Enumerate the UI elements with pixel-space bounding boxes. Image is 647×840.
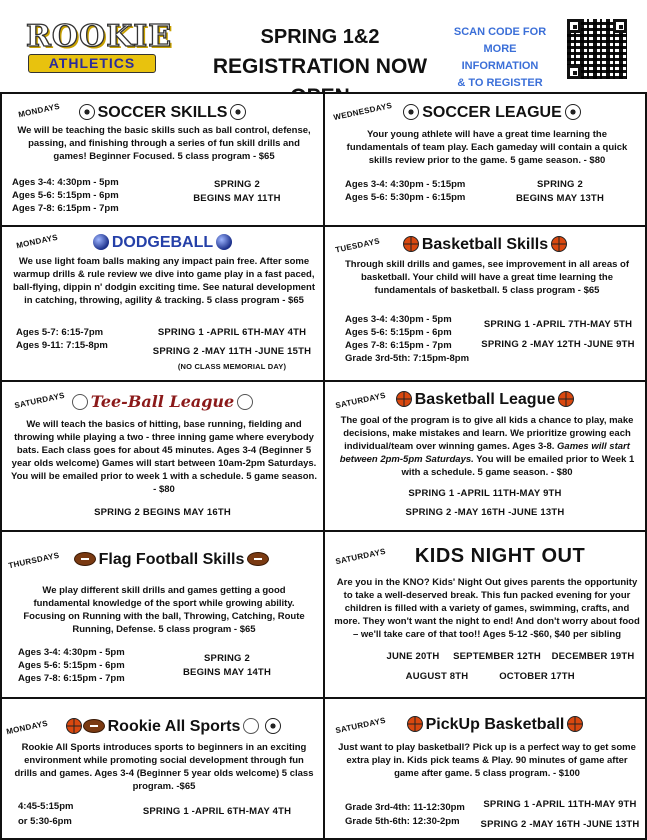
soccer-ball-icon [565, 104, 581, 120]
scan-instructions [444, 24, 556, 92]
day-label: MONDAYS [17, 101, 61, 120]
title-line-2: REGISTRATION NOW [212, 55, 428, 78]
dodgeball-icon [216, 234, 232, 250]
day-label: TUESDAYS [334, 236, 381, 255]
logo-subtitle: ATHLETICS [28, 54, 156, 73]
basketball-icon [66, 718, 82, 734]
schedule [167, 652, 287, 680]
card-description: Just want to play basketball? Pick up is a perfect way to get some extra play in. Kids pick teams & Play. 90 minutes of game after game after game. 5 class program. - $100 [338, 742, 636, 779]
schedule [2, 506, 323, 520]
card-soccer-skills [0, 92, 325, 227]
day-label: SATURDAYS [334, 715, 387, 736]
age-time-line: Grade 3rd-5th: 7:15pm-8pm [345, 353, 470, 364]
card-title: SOCCER LEAGUE [325, 103, 645, 123]
age-time-line: Ages 7-8: 6:15pm - 7pm [12, 203, 119, 214]
card-dodgeball [0, 225, 325, 382]
age-time-line: Ages 5-6: 5:15pm - 6pm [18, 660, 125, 671]
scan-line-2: MORE INFORMATION [461, 43, 539, 72]
card-rookie-all-sports [0, 697, 325, 840]
qr-finder-icon [567, 65, 581, 79]
card-description: Are you in the KNO? Kids' Night Out gives parents the opportunity to take a well-deserved break. This fun packed evening for your children is filled with a variety of games, swimming, crafts, and more. They won't want the night to end! And don't worry about food – we'll take care of that too!! Ages 5-12 -$60, $40 per sibling [334, 577, 640, 640]
event-date: AUGUST 8TH [405, 671, 469, 682]
card-title: Basketball Skills [325, 235, 645, 255]
card-description: We will be teaching the basic skills such as ball control, defense, passing, and finishing through a series of fun skill drills and games! Beginner Focused. 5 class program - $65 [17, 125, 311, 162]
schedule-line: SPRING 1 -APRIL 7TH-MAY 5TH [483, 319, 633, 330]
header [0, 0, 647, 92]
schedule-line: SPRING 2 -MAY 12TH -JUNE 9TH [481, 339, 635, 350]
baseball-icon [72, 394, 88, 410]
card-pickup-basketball [323, 697, 647, 840]
age-time-line: Ages 5-7: 6:15-7pm [16, 327, 104, 338]
rookie-athletics-logo [26, 19, 173, 72]
schedule-line: SPRING 1 -APRIL 6TH-MAY 4TH [142, 806, 292, 817]
event-date: OCTOBER 17TH [499, 671, 575, 682]
card-description: We will teach the basics of hitting, base running, fielding and throwing while playing a two - three inning game where everybody bats. Each class goes for about 45 minutes. Ages 3-4 (Beginner 5 year olds welcome) Games will start between 10am-2pm Saturdays. You will be emailed prior to week 1 with a schedule. 5 game season. - $80 [10, 419, 318, 495]
day-label: SATURDAYS [334, 546, 387, 567]
event-date: SEPTEMBER 12TH [453, 651, 541, 662]
card-title: PickUp Basketball [325, 715, 645, 735]
schedule-line: SPRING 2 [214, 179, 260, 190]
age-times [12, 176, 119, 215]
schedule [475, 795, 645, 835]
soccer-ball-icon [403, 104, 419, 120]
schedule-line: SPRING 2 [537, 179, 583, 190]
basketball-icon [558, 391, 574, 407]
age-times [345, 801, 465, 829]
logo-wordmark: ROOKIE [26, 19, 173, 54]
baseball-icon [237, 394, 253, 410]
age-time-line: Grade 5th-6th: 12:30-2pm [345, 816, 460, 827]
event-date: JUNE 20TH [386, 651, 440, 662]
scan-line-1: SCAN CODE FOR [453, 26, 547, 38]
schedule [325, 484, 645, 522]
schedule [500, 178, 620, 206]
card-title: Tee-Ball League [2, 392, 323, 412]
football-icon [74, 552, 96, 566]
age-times [345, 313, 469, 365]
age-time-line: Ages 5-6: 5:15pm - 6pm [345, 327, 452, 338]
qr-code[interactable] [567, 19, 627, 79]
basketball-icon [567, 716, 583, 732]
card-title: KIDS NIGHT OUT [414, 545, 586, 567]
age-times [345, 178, 465, 204]
program-grid [0, 92, 647, 840]
age-time-line: Ages 5-6: 5:30pm - 6:15pm [345, 192, 466, 203]
schedule-line: BEGINS MAY 13TH [516, 193, 604, 204]
day-label: SATURDAYS [13, 390, 66, 411]
schedule-line: BEGINS MAY 11TH [193, 193, 281, 204]
age-time-line: Grade 3rd-4th: 11-12:30pm [345, 802, 465, 813]
card-basketball-league [323, 380, 647, 532]
card-teeball-league [0, 380, 325, 532]
age-time-line: Ages 9-11: 7:15-8pm [16, 340, 108, 351]
age-time-line: Ages 5-6: 5:15pm - 6pm [12, 190, 119, 201]
card-description: We play different skill drills and games getting a good fundamental knowledge of the sport while growing ability. Focusing on Running with the ball, Throwing, Catching, Route Running, Defense. 5 class program - $65 [23, 585, 305, 635]
day-label: MONDAYS [5, 718, 49, 737]
schedule-line: BEGINS MAY 14TH [183, 667, 271, 678]
age-time-line: 4:45-5:15pm [18, 801, 74, 812]
schedule [147, 323, 317, 373]
basketball-icon [396, 391, 412, 407]
football-icon [247, 552, 269, 566]
soccer-ball-icon [230, 104, 246, 120]
day-label: THURSDAYS [7, 550, 61, 571]
card-description: We use light foam balls making any impact pain free. After some warmup drills & rule review we dive into game play in a fast paced, ball-flying, dippin n' dodgin exciting time. See natural development in catching, throwing, agility & tracking. 5 class program - $65 [12, 256, 316, 306]
schedule-line: SPRING 1 -APRIL 6TH-MAY 4TH [157, 327, 307, 338]
day-label: WEDNESDAYS [332, 100, 393, 123]
age-times [18, 799, 73, 829]
schedule [132, 805, 302, 819]
card-description: Through skill drills and games, see improvement in all areas of basketball. Your child will have a great time learning the fundamentals of basketball. 5 class program - $65 [344, 259, 630, 296]
title-line-1: SPRING 1&2 [260, 26, 380, 48]
soccer-ball-icon [79, 104, 95, 120]
age-time-line: Ages 7-8: 6:15pm - 7pm [18, 673, 125, 684]
schedule-line: SPRING 2 -MAY 11TH -JUNE 15TH [152, 346, 312, 357]
baseball-icon [243, 718, 259, 734]
card-flag-football [0, 530, 325, 699]
age-time-line: Ages 3-4: 4:30pm - 5pm [345, 314, 452, 325]
day-label: MONDAYS [15, 232, 59, 251]
age-time-line: Ages 3-4: 4:30pm - 5pm [18, 647, 125, 658]
scan-line-3: & TO REGISTER [457, 77, 543, 89]
schedule-line: SPRING 1 -APRIL 11TH-MAY 9TH [483, 799, 637, 810]
card-description: The goal of the program is to give all kids a chance to play, make decisions, make mistakes and learn. We prioritize growing each individual/team over winning games. Ages 3-8. Games will start between 2pm-5pm Saturdays. You will be emailed prior to Week 1 with a schedule. 5 game season. - $80 [339, 415, 635, 478]
football-icon [83, 719, 105, 733]
card-description: Rookie All Sports introduces sports to beginners in an exciting environment while promoting social development through fun drills and games. Ages 3-4 (Beginner 5 year olds welcome) 5 class program. -$65 [14, 742, 314, 792]
card-basketball-skills [323, 225, 647, 382]
card-description: Your young athlete will have a great time learning the fundamentals of team play. Each gameday will contain a quick skills review prior to the game. 5 game season. - $80 [346, 129, 628, 166]
card-title: SOCCER SKILLS [2, 103, 323, 123]
basketball-icon [403, 236, 419, 252]
schedule-line: SPRING 2 [204, 653, 250, 664]
schedule-line: SPRING 1 -APRIL 11TH-MAY 9TH [408, 488, 562, 499]
day-label: SATURDAYS [334, 390, 387, 411]
card-title: Flag Football Skills [2, 550, 323, 570]
event-date: DECEMBER 19TH [551, 651, 635, 662]
card-soccer-league [323, 92, 647, 227]
schedule [473, 315, 643, 355]
card-title: Basketball League [325, 390, 645, 410]
card-title: DODGEBALL [2, 233, 323, 253]
basketball-icon [551, 236, 567, 252]
schedule-note: (NO CLASS MEMORIAL DAY) [177, 362, 287, 371]
age-times [18, 646, 125, 685]
schedule-line: SPRING 2 -MAY 16TH -JUNE 13TH [480, 819, 640, 830]
age-times [16, 326, 108, 352]
basketball-icon [407, 716, 423, 732]
qr-finder-icon [567, 19, 581, 33]
age-time-line: Ages 3-4: 4:30pm - 5pm [12, 177, 119, 188]
card-kids-night-out [323, 530, 647, 699]
age-time-line: or 5:30-6pm [18, 816, 72, 827]
age-time-line: Ages 3-4: 4:30pm - 5:15pm [345, 179, 466, 190]
age-time-line: Ages 7-8: 6:15pm - 7pm [345, 340, 452, 351]
qr-finder-icon [613, 19, 627, 33]
card-title: Rookie All Sports [2, 717, 323, 737]
schedule-line: SPRING 2 -MAY 16TH -JUNE 13TH [405, 507, 565, 518]
schedule [177, 178, 297, 206]
dodgeball-icon [93, 234, 109, 250]
soccer-ball-icon [265, 718, 281, 734]
schedule-line: SPRING 2 BEGINS MAY 16TH [94, 507, 231, 518]
